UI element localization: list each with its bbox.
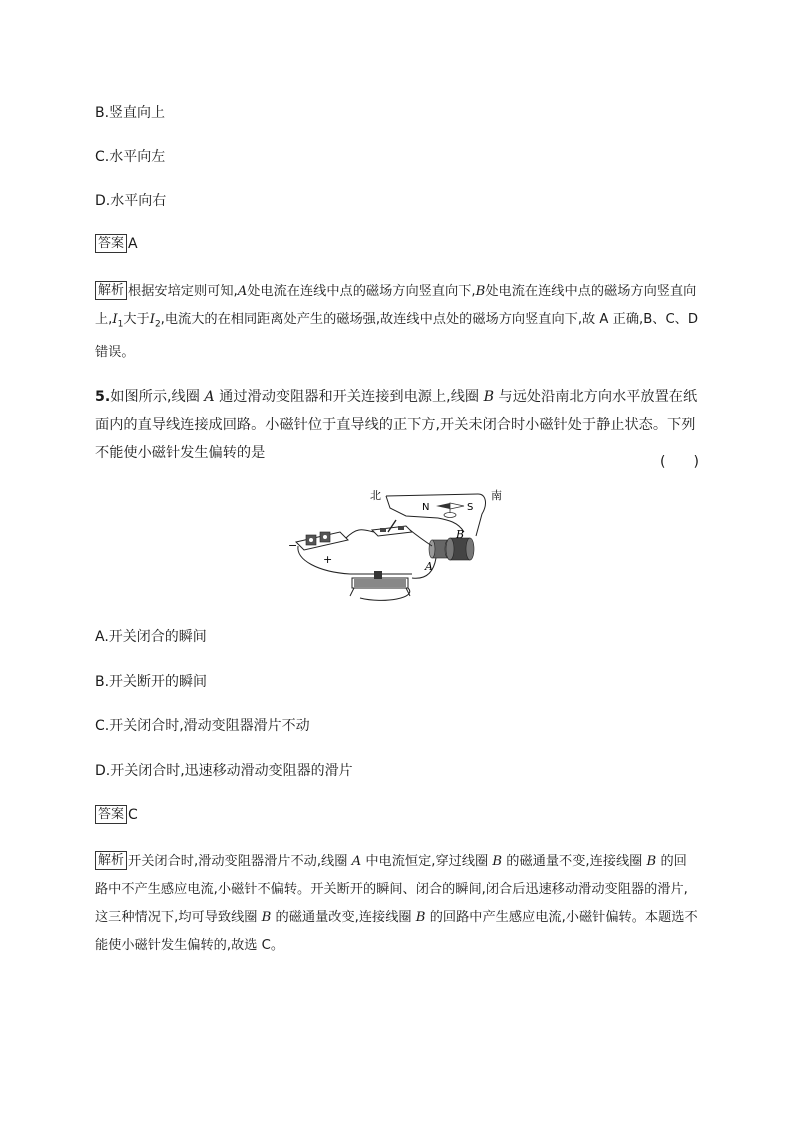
option-c-prev: C.水平向左 [95,149,166,165]
var-i1: I [112,312,118,327]
var-b: B [646,854,657,869]
analysis-text: 中电流恒定,穿过线圈 [361,854,493,869]
wire [410,530,432,546]
option-a: A.开关闭合的瞬间 [95,629,207,645]
needle-s-label: S [467,502,474,513]
var-b: B [492,854,503,869]
question-text: 如图所示,线圈 [110,389,205,405]
answer-value: A [128,236,138,252]
option-d-prev: D.水平向右 [95,193,167,209]
analysis [95,848,698,960]
needle-n-label: N [422,502,430,513]
option-b-prev: B.竖直向上 [95,105,166,121]
var-i2: I [149,312,155,327]
var-a: A [204,389,215,405]
question-5-stem [95,383,698,467]
var-b: B [415,910,426,925]
subscript: 2 [154,319,161,330]
answer-tag: 答案 [95,805,127,824]
analysis-text: 开关闭合时,滑动变阻器滑片不动,线圈 [128,854,352,869]
battery-minus: − [288,539,298,552]
option-d: D.开关闭合时,迅速移动滑动变阻器的滑片 [95,763,353,779]
label-south: 南 [491,489,502,502]
subscript: 1 [117,319,124,330]
compass-needle-icon [436,503,464,518]
analysis-text: 处电流在连线中点的磁场方向竖直向下, [247,284,476,299]
var-b: B [475,284,486,299]
analysis-text: 处电流在连线中点的磁场方向竖直向上, [95,284,697,327]
analysis-text: 的回路中不产生感应电流,小磁针不偏转。开关断开的瞬间、闭合的瞬间,闭合后迅速移动滑动变阻器的滑片,这三种情况下,均可导致线圈 [95,854,688,925]
answer-tag: 答案 [95,234,127,253]
option-b: B.开关断开的瞬间 [95,674,208,690]
wire-loop [386,496,438,518]
analysis-text: 大于 [123,312,150,327]
analysis-tag: 解析 [95,281,127,300]
rheostat-icon [350,571,412,596]
answer-prev [95,234,138,254]
coil-b-label: B [456,528,465,541]
analysis-text: 的磁通量不变,连接线圈 [502,854,647,869]
battery-plus: + [323,553,333,566]
analysis-text: ,电流大的在相同距离处产生的磁场强,故连线中点处的磁场方向竖直向下,故 A 正确,B、C、D 错误。 [95,312,699,360]
answer-value: C [128,807,138,823]
circuit-figure [288,486,508,610]
label-north: 北 [370,489,381,502]
question-number: 5. [95,389,111,405]
answer [95,805,138,825]
var-b: B [483,389,495,405]
var-b: B [261,910,272,925]
analysis-prev [95,278,698,367]
question-text: 通过滑动变阻器和开关连接到电源上,线圈 [214,389,484,405]
coil-b-icon [446,538,474,560]
question-text: 与远处沿南北方向水平放置在纸面内的直导线连接成回路。小磁针位于直导线的正下方,开关未闭合时小磁针处于静止状态。下列不能使小磁针发生偏转的是 [95,389,698,461]
battery-icon [296,532,348,550]
analysis-text: 根据安培定则可知, [128,284,238,299]
wire [360,588,410,600]
analysis-text: 的磁通量改变,连接线圈 [271,910,416,925]
var-a: A [351,854,362,869]
answer-blank: ( ) [660,454,699,470]
analysis-tag: 解析 [95,851,127,870]
wire [346,530,374,538]
option-c: C.开关闭合时,滑动变阻器滑片不动 [95,718,310,734]
analysis-text: 的回路中产生感应电流,小磁针偏转。本题选不能使小磁针发生偏转的,故选 C。 [95,910,698,953]
var-a: A [237,284,248,299]
switch-icon [372,520,412,536]
coil-a-label: A [425,560,433,573]
